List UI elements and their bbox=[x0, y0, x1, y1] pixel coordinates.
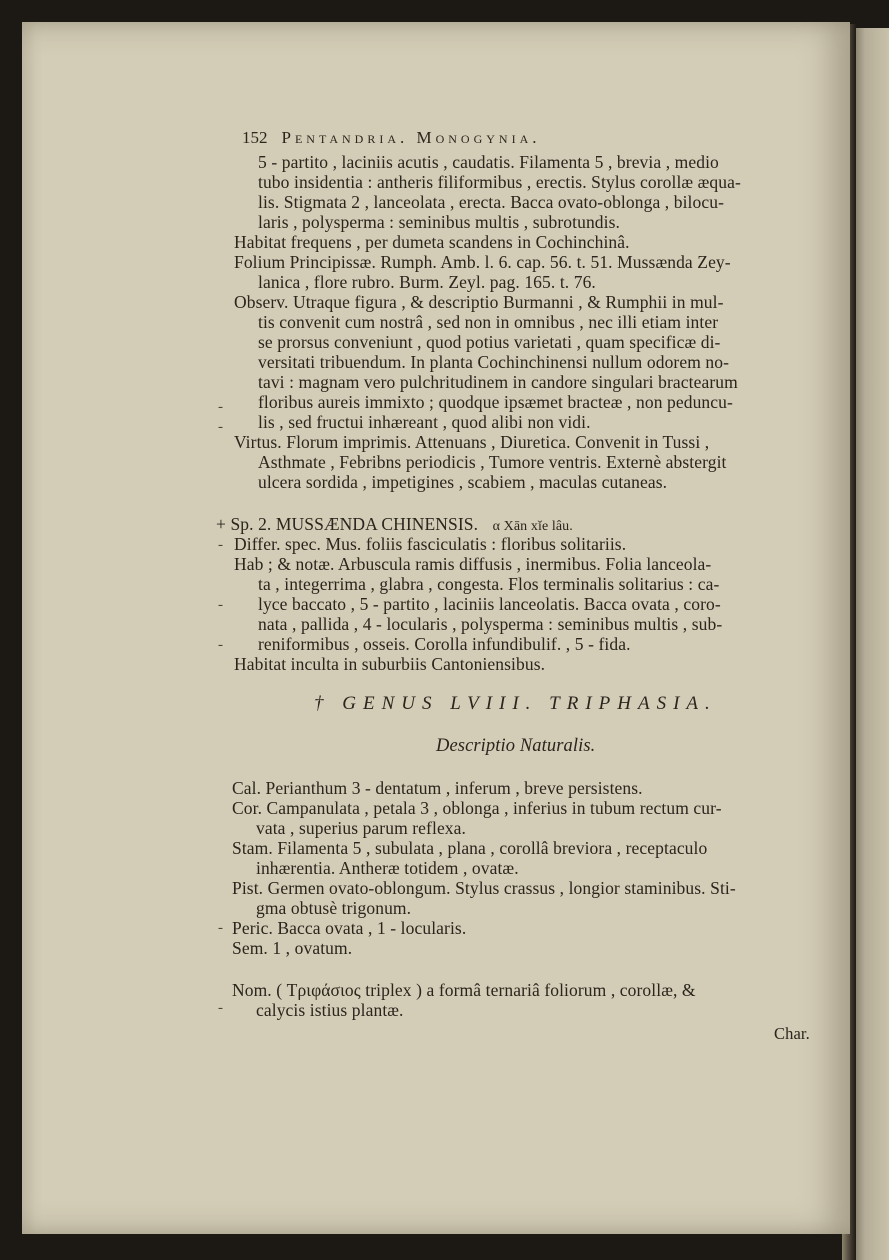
genus-heading: † GENUS LVIII. TRIPHASIA. bbox=[314, 693, 717, 714]
text-line: ta , integerrima , glabra , congesta. Flos terminalis solitarius : ca- bbox=[258, 574, 720, 594]
text-line: Habitat inculta in suburbiis Cantoniensibus. bbox=[234, 654, 546, 674]
margin-mark: - bbox=[218, 597, 223, 613]
text-line: tis convenit cum nostrâ , sed non in omnibus , nec illi etiam inter bbox=[258, 312, 719, 332]
running-title: Pentandria. Monogynia. bbox=[281, 128, 541, 147]
text-line: versitati tribuendum. In planta Cochinchinensi nullum odorem no- bbox=[258, 352, 730, 372]
text-line: Pist. Germen ovato-oblongum. Stylus crassus , longior staminibus. Sti- bbox=[232, 878, 736, 898]
text-line: tavi : magnam vero pulchritudinem in candore singulari bractearum bbox=[258, 372, 738, 392]
text-line: tubo insidentia : antheris filiformibus , erectis. Stylus corollæ æqua- bbox=[258, 172, 741, 192]
text-line: nata , pallida , 4 - locularis , polysperma : seminibus multis , sub- bbox=[258, 614, 723, 634]
text-line: reniformibus , osseis. Corolla infundibulif. , 5 - fida. bbox=[258, 634, 631, 654]
text-line: Differ. spec. Mus. foliis fasciculatis : floribus solitariis. bbox=[234, 534, 627, 554]
text-line: Virtus. Florum imprimis. Attenuans , Diuretica. Convenit in Tussi , bbox=[234, 432, 710, 452]
text-line: laris , polysperma : seminibus multis , subrotundis. bbox=[258, 212, 620, 232]
text-line: Habitat frequens , per dumeta scandens in Cochinchinâ. bbox=[234, 232, 630, 252]
vernacular-name: α Xān xǐe lâu. bbox=[492, 519, 573, 534]
text-line: Observ. Utraque figura , & descriptio Burmanni , & Rumphii in mul- bbox=[234, 292, 724, 312]
text-line: se prorsus conveniunt , quod potius varietati , quam specificæ di- bbox=[258, 332, 721, 352]
species-heading: + Sp. 2. MUSSÆNDA CHINENSIS. bbox=[216, 514, 479, 534]
description-subheading: Descriptio Naturalis. bbox=[436, 736, 596, 756]
margin-mark: - bbox=[218, 537, 223, 553]
margin-mark: - bbox=[218, 399, 223, 415]
text-line: vata , superius parum reflexa. bbox=[256, 818, 467, 838]
text-line: ulcera sordida , impetigines , scabiem , maculas cutaneas. bbox=[258, 472, 668, 492]
margin-mark: - bbox=[218, 920, 223, 936]
book-page bbox=[22, 22, 850, 1234]
text-line: inhærentia. Antheræ totidem , ovatæ. bbox=[256, 858, 519, 878]
text-line: Stam. Filamenta 5 , subulata , plana , corollâ breviora , receptaculo bbox=[232, 838, 708, 858]
catchword: Char. bbox=[774, 1024, 810, 1043]
margin-mark: - bbox=[218, 637, 223, 653]
text-line: lis , sed fructui inhæreant , quod alibi non vidi. bbox=[258, 412, 591, 432]
text-line: Folium Principissæ. Rumph. Amb. l. 6. cap. 56. t. 51. Mussænda Zey- bbox=[234, 252, 731, 272]
facing-page-edge bbox=[852, 28, 889, 1260]
page-number: 152 bbox=[242, 128, 268, 147]
text-line: Peric. Bacca ovata , 1 - locularis. bbox=[232, 918, 467, 938]
text-line: lanica , flore rubro. Burm. Zeyl. pag. 165. t. 76. bbox=[258, 272, 596, 292]
text-line: Nom. ( Τριφάσιος triplex ) a formâ ternariâ foliorum , corollæ, & bbox=[232, 980, 696, 1000]
text-line: 5 - partito , laciniis acutis , caudatis. Filamenta 5 , brevia , medio bbox=[258, 152, 719, 172]
text-line: Asthmate , Febribns periodicis , Tumore ventris. Externè abstergit bbox=[258, 452, 727, 472]
text-line: Hab ; & notæ. Arbuscula ramis diffusis , inermibus. Folia lanceola- bbox=[234, 554, 712, 574]
text-line: gma obtusè trigonum. bbox=[256, 898, 412, 918]
text-line: lyce baccato , 5 - partito , laciniis lanceolatis. Bacca ovata , coro- bbox=[258, 594, 721, 614]
text-line: lis. Stigmata 2 , lanceolata , erecta. Bacca ovato-oblonga , bilocu- bbox=[258, 192, 725, 212]
margin-mark: - bbox=[218, 419, 223, 435]
running-head bbox=[242, 128, 541, 148]
text-line: floribus aureis immixto ; quodque ipsæmet bracteæ , non peduncu- bbox=[258, 392, 733, 412]
margin-mark: - bbox=[218, 1000, 223, 1016]
text-line: Cor. Campanulata , petala 3 , oblonga , inferius in tubum rectum cur- bbox=[232, 798, 722, 818]
text-line: calycis istius plantæ. bbox=[256, 1000, 404, 1020]
text-line: Cal. Perianthum 3 - dentatum , inferum , breve persistens. bbox=[232, 778, 643, 798]
text-line: Sem. 1 , ovatum. bbox=[232, 938, 353, 958]
